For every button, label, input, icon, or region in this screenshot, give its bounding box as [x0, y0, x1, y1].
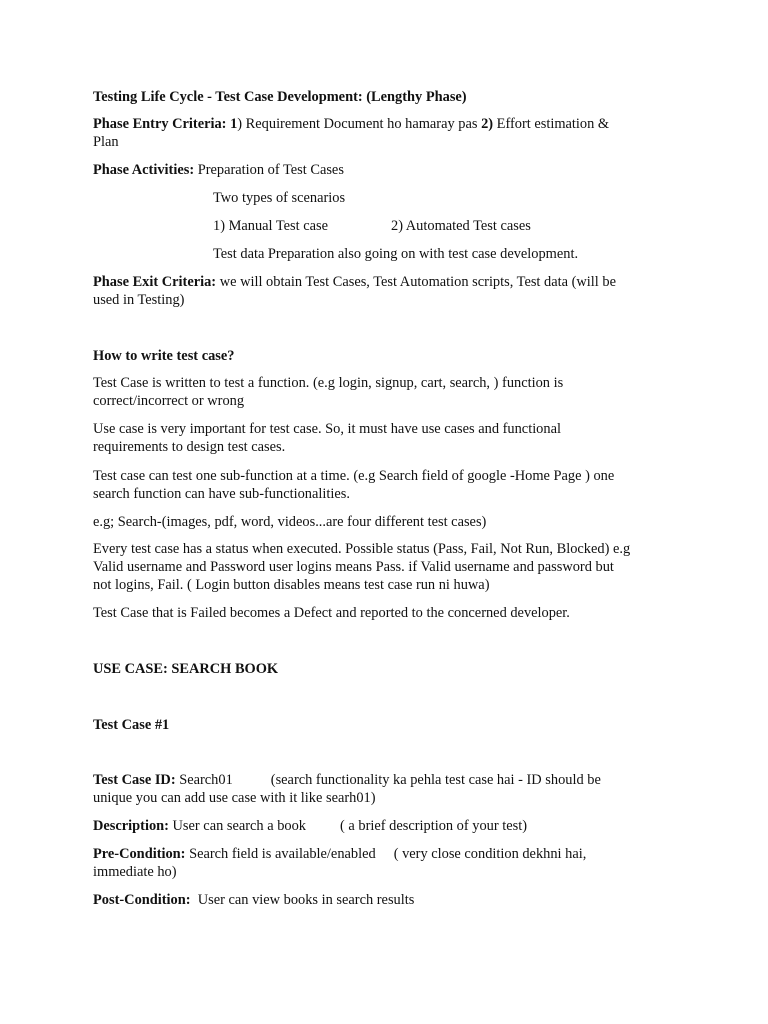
test-case-heading: Test Case #1 [93, 717, 170, 733]
precondition-line-1: Pre-Condition: Search field is available/enabled ( very close condition dekhni hai, [93, 846, 587, 862]
paragraph-1-line-2: correct/incorrect or wrong [93, 393, 245, 409]
scenarios-line: Two types of scenarios [213, 190, 346, 206]
automated-test-cases: 2) Automated Test cases [391, 218, 531, 234]
how-to-heading: How to write test case? [93, 348, 235, 364]
postcondition-line: Post-Condition: User can view books in search results [93, 892, 415, 908]
exit-criteria-line-2: used in Testing) [93, 292, 185, 308]
paragraph-5-line-1: Every test case has a status when executed. Possible status (Pass, Fail, Not Run, Blocked) e.g [93, 541, 631, 557]
precondition-line-2: immediate ho) [93, 864, 177, 880]
test-case-id-line-2: unique you can add use case with it like searh01) [93, 790, 376, 806]
entry-criteria-line-2: Plan [93, 134, 119, 150]
activities-label: Phase Activities: [93, 162, 195, 178]
paragraph-5-line-3: not logins, Fail. ( Login button disables means test case run ni huwa) [93, 577, 490, 593]
entry-criteria-label: Phase Entry Criteria: [93, 116, 227, 132]
paragraph-3-line-1: Test case can test one sub-function at a time. (e.g Search field of google -Home Page ) one [93, 468, 615, 484]
paragraph-5-line-2: Valid username and Password user logins means Pass. if Valid username and password but [93, 559, 614, 575]
paragraph-4: e.g; Search-(images, pdf, word, videos...are four different test cases) [93, 514, 487, 530]
manual-test-case: 1) Manual Test case [213, 218, 329, 234]
activities-line: Phase Activities: Preparation of Test Cases [93, 162, 344, 178]
paragraph-1-line-1: Test Case is written to test a function. (e.g login, signup, cart, search, ) function is [93, 375, 564, 391]
description-line: Description: User can search a book ( a brief description of your test) [93, 818, 528, 834]
entry-criteria-line-1: Phase Entry Criteria: 1) Requirement Document ho hamaray pas 2) Effort estimation & [93, 116, 610, 132]
test-data-line: Test data Preparation also going on with test case development. [213, 246, 579, 262]
paragraph-3-line-2: search function can have sub-functionalities. [93, 486, 350, 502]
test-case-id-label: Test Case ID: [93, 772, 176, 788]
test-case-id-line-1: Test Case ID: Search01 (search functionality ka pehla test case hai - ID should be [93, 772, 601, 788]
description-label: Description: [93, 818, 169, 834]
use-case-heading: USE CASE: SEARCH BOOK [93, 661, 279, 677]
exit-criteria-label: Phase Exit Criteria: [93, 274, 217, 290]
paragraph-6: Test Case that is Failed becomes a Defect and reported to the concerned developer. [93, 605, 570, 621]
document-title: Testing Life Cycle - Test Case Development: (Lengthy Phase) [93, 89, 467, 105]
postcondition-label: Post-Condition: [93, 892, 191, 908]
precondition-label: Pre-Condition: [93, 846, 186, 862]
exit-criteria-line-1: Phase Exit Criteria: we will obtain Test Cases, Test Automation scripts, Test data (will be [93, 274, 616, 290]
paragraph-2-line-1: Use case is very important for test case. So, it must have use cases and functional [93, 421, 561, 437]
paragraph-2-line-2: requirements to design test cases. [93, 439, 286, 455]
